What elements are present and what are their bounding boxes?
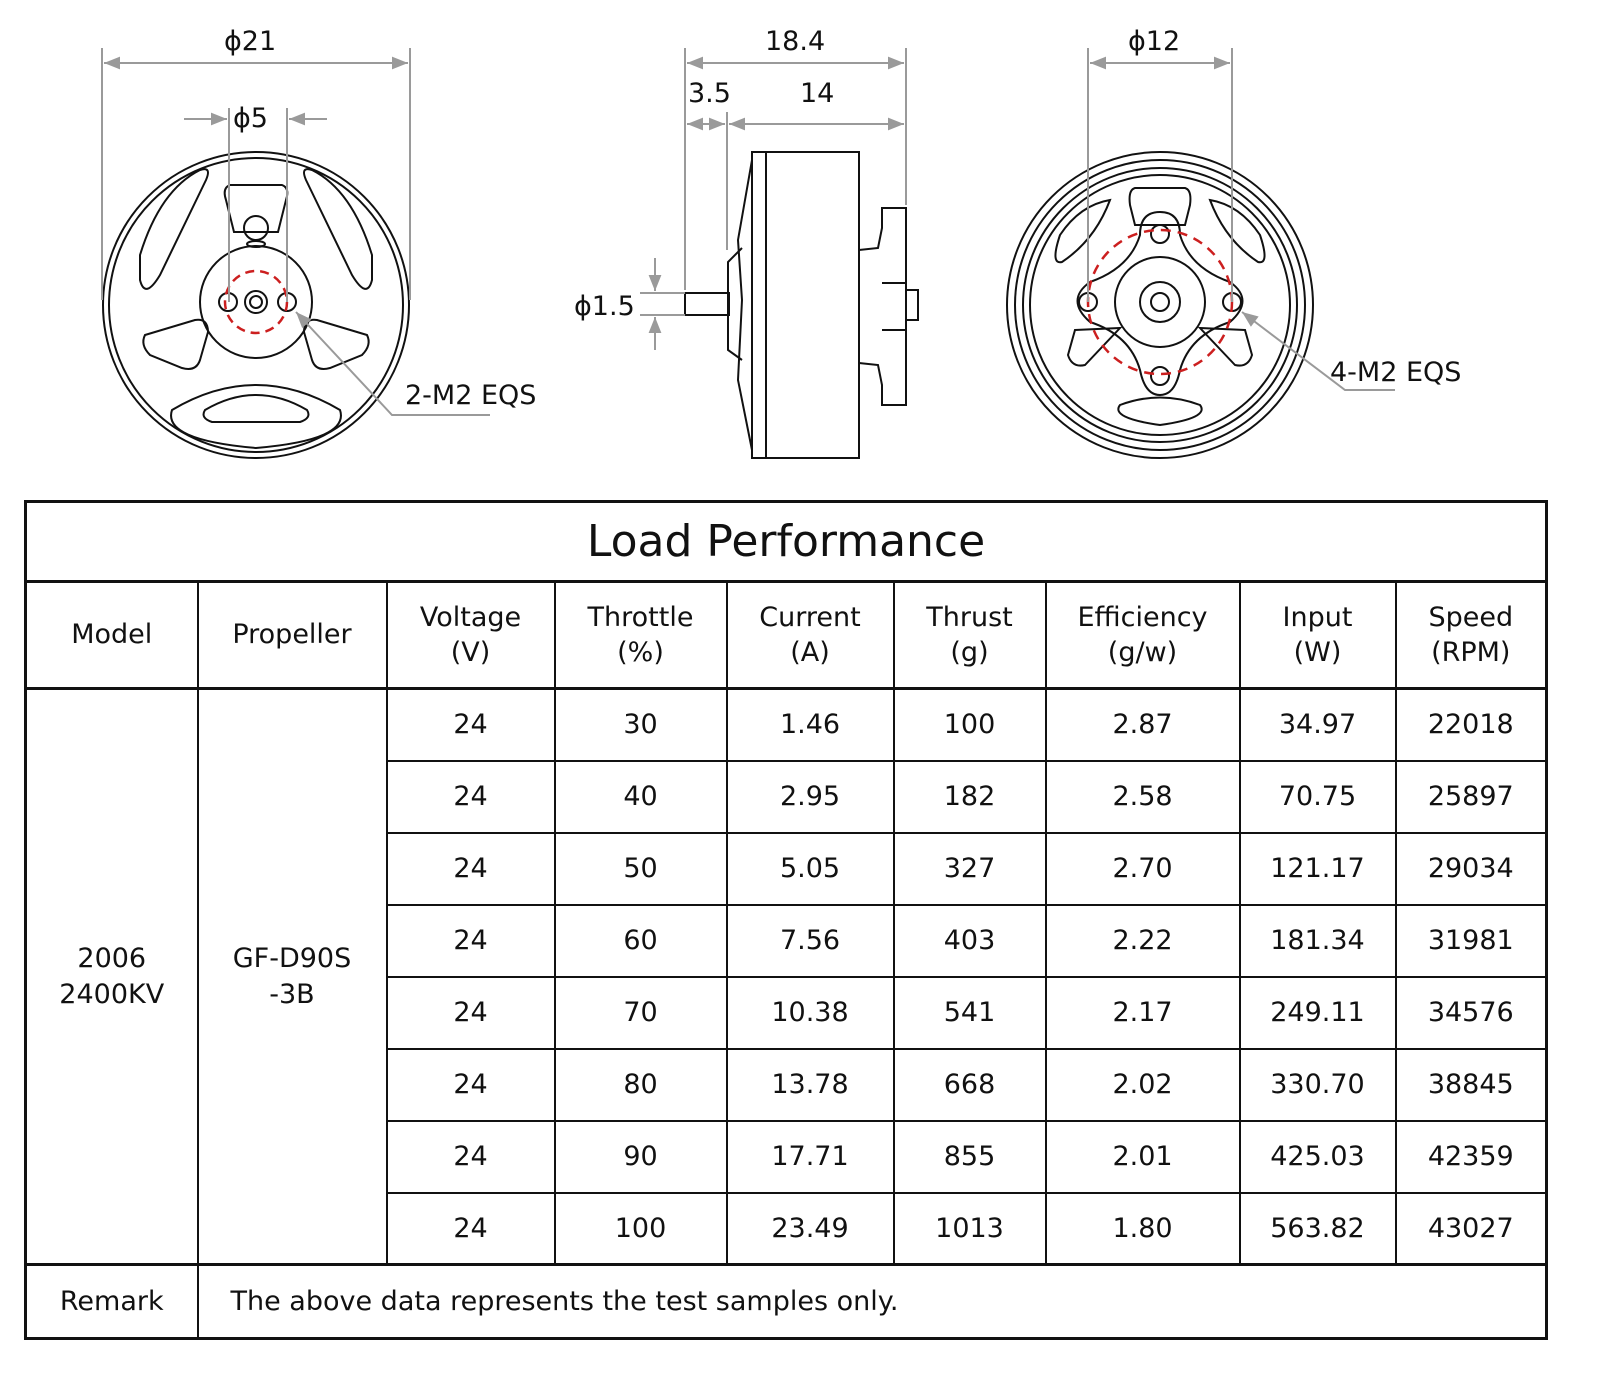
- speed-cell: 38845: [1396, 1049, 1547, 1121]
- current-cell: 1.46: [727, 689, 894, 761]
- efficiency-cell: 2.58: [1046, 761, 1240, 833]
- side-view: [685, 152, 918, 458]
- header-voltage: Voltage (V): [387, 582, 555, 689]
- input-cell: 330.70: [1240, 1049, 1396, 1121]
- remark-text: The above data represents the test samples only.: [198, 1265, 1547, 1339]
- current-cell: 7.56: [727, 905, 894, 977]
- remark-label: Remark: [26, 1265, 198, 1339]
- input-cell: 249.11: [1240, 977, 1396, 1049]
- table-row: [26, 689, 1547, 761]
- thrust-cell: 403: [894, 905, 1046, 977]
- throttle-cell: 50: [555, 833, 727, 905]
- header-current: Current (A): [727, 582, 894, 689]
- front-hole-callout: 2-M2 EQS: [405, 380, 537, 411]
- throttle-cell: 80: [555, 1049, 727, 1121]
- voltage-cell: 24: [387, 977, 555, 1049]
- current-cell: 5.05: [727, 833, 894, 905]
- throttle-cell: 70: [555, 977, 727, 1049]
- speed-cell: 31981: [1396, 905, 1547, 977]
- input-cell: 121.17: [1240, 833, 1396, 905]
- throttle-cell: 100: [555, 1193, 727, 1265]
- throttle-cell: 40: [555, 761, 727, 833]
- input-cell: 181.34: [1240, 905, 1396, 977]
- throttle-cell: 60: [555, 905, 727, 977]
- throttle-cell: 30: [555, 689, 727, 761]
- header-propeller: Propeller: [198, 582, 387, 689]
- efficiency-cell: 2.70: [1046, 833, 1240, 905]
- voltage-cell: 24: [387, 1193, 555, 1265]
- efficiency-cell: 1.80: [1046, 1193, 1240, 1265]
- header-input: Input (W): [1240, 582, 1396, 689]
- thrust-cell: 1013: [894, 1193, 1046, 1265]
- body-length-label: 14: [800, 78, 835, 109]
- thrust-cell: 541: [894, 977, 1046, 1049]
- table-title: Load Performance: [26, 502, 1547, 582]
- rear-view: [1007, 152, 1313, 458]
- speed-cell: 43027: [1396, 1193, 1547, 1265]
- input-cell: 563.82: [1240, 1193, 1396, 1265]
- thrust-cell: 668: [894, 1049, 1046, 1121]
- thrust-cell: 182: [894, 761, 1046, 833]
- header-throttle: Throttle (%): [555, 582, 727, 689]
- current-cell: 13.78: [727, 1049, 894, 1121]
- rear-bolt-circle-dashed: [1088, 230, 1232, 374]
- efficiency-cell: 2.17: [1046, 977, 1240, 1049]
- voltage-cell: 24: [387, 1121, 555, 1193]
- input-cell: 70.75: [1240, 761, 1396, 833]
- efficiency-cell: 2.22: [1046, 905, 1240, 977]
- propeller-cell: GF-D90S -3B: [198, 689, 387, 1265]
- efficiency-cell: 2.02: [1046, 1049, 1240, 1121]
- header-row: [26, 582, 1547, 689]
- header-thrust: Thrust (g): [894, 582, 1046, 689]
- thrust-cell: 327: [894, 833, 1046, 905]
- speed-cell: 29034: [1396, 833, 1547, 905]
- speed-cell: 42359: [1396, 1121, 1547, 1193]
- remark-row: [26, 1265, 1547, 1339]
- speed-cell: 25897: [1396, 761, 1547, 833]
- efficiency-cell: 2.87: [1046, 689, 1240, 761]
- thrust-cell: 855: [894, 1121, 1046, 1193]
- voltage-cell: 24: [387, 1049, 555, 1121]
- load-performance-table: [24, 500, 1548, 1340]
- current-cell: 17.71: [727, 1121, 894, 1193]
- motor-drawing-svg: [0, 0, 1600, 480]
- bolt-circle-label: ϕ12: [1128, 26, 1181, 57]
- motor-drawings: [0, 0, 1600, 480]
- model-cell: 2006 2400KV: [26, 689, 198, 1265]
- shaft-length-label: 3.5: [688, 78, 731, 109]
- voltage-cell: 24: [387, 761, 555, 833]
- header-model: Model: [26, 582, 198, 689]
- voltage-cell: 24: [387, 689, 555, 761]
- inner-diameter-label: ϕ5: [233, 103, 268, 134]
- input-cell: 34.97: [1240, 689, 1396, 761]
- total-length-label: 18.4: [765, 26, 826, 57]
- throttle-cell: 90: [555, 1121, 727, 1193]
- shaft-diameter-label: ϕ1.5: [574, 291, 635, 322]
- input-cell: 425.03: [1240, 1121, 1396, 1193]
- speed-cell: 22018: [1396, 689, 1547, 761]
- efficiency-cell: 2.01: [1046, 1121, 1240, 1193]
- header-efficiency: Efficiency (g/w): [1046, 582, 1240, 689]
- front-view: [103, 152, 409, 458]
- thrust-cell: 100: [894, 689, 1046, 761]
- voltage-cell: 24: [387, 833, 555, 905]
- header-speed: Speed (RPM): [1396, 582, 1547, 689]
- speed-cell: 34576: [1396, 977, 1547, 1049]
- current-cell: 23.49: [727, 1193, 894, 1265]
- outer-diameter-label: ϕ21: [224, 26, 277, 57]
- voltage-cell: 24: [387, 905, 555, 977]
- rear-hole-callout: 4-M2 EQS: [1330, 357, 1462, 388]
- current-cell: 2.95: [727, 761, 894, 833]
- current-cell: 10.38: [727, 977, 894, 1049]
